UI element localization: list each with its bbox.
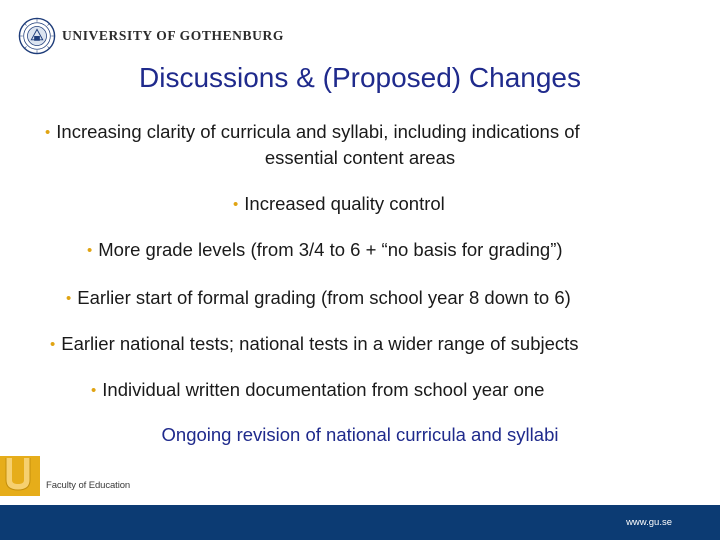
bullet-text: Individual written documentation from school year one xyxy=(102,379,545,400)
bullet-dot-icon: • xyxy=(87,242,93,259)
ongoing-revision-text: Ongoing revision of national curricula and syllabi xyxy=(161,424,559,445)
bullet-text: More grade levels (from 3/4 to 6 + “no basis for grading”) xyxy=(98,239,563,260)
bullet-text: Earlier start of formal grading (from school year 8 down to 6) xyxy=(77,287,571,308)
footer-url-link[interactable]: www.gu.se xyxy=(626,517,672,528)
university-name: UNIVERSITY OF GOTHENBURG xyxy=(62,28,284,43)
bullet-item-1 xyxy=(45,120,580,144)
slide-title: Discussions & (Proposed) Changes xyxy=(139,62,581,93)
bullet-text: Earlier national tests; national tests in a wider range of subjects xyxy=(61,333,579,354)
bullet-dot-icon: • xyxy=(45,124,51,141)
university-seal-icon xyxy=(18,17,56,55)
bullet-item-5 xyxy=(50,332,579,356)
bullet-item-2 xyxy=(233,192,445,216)
bullet-dot-icon: • xyxy=(50,336,56,353)
bullet-dot-icon: • xyxy=(66,290,72,307)
bullet-item-1-continuation: essential content areas xyxy=(264,147,456,168)
bullet-item-4 xyxy=(66,286,571,310)
footer-bar xyxy=(0,505,720,540)
bullet-dot-icon: • xyxy=(91,382,97,399)
header-logo xyxy=(18,16,284,56)
bullet-text: Increasing clarity of curricula and syllabi, including indications of xyxy=(56,121,580,142)
faculty-logo-icon xyxy=(0,456,40,496)
bullet-item-3 xyxy=(87,238,563,262)
bullet-item-6 xyxy=(91,378,544,402)
bullet-text: Increased quality control xyxy=(244,193,445,214)
faculty-name: Faculty of Education xyxy=(46,480,131,491)
bullet-dot-icon: • xyxy=(233,196,239,213)
